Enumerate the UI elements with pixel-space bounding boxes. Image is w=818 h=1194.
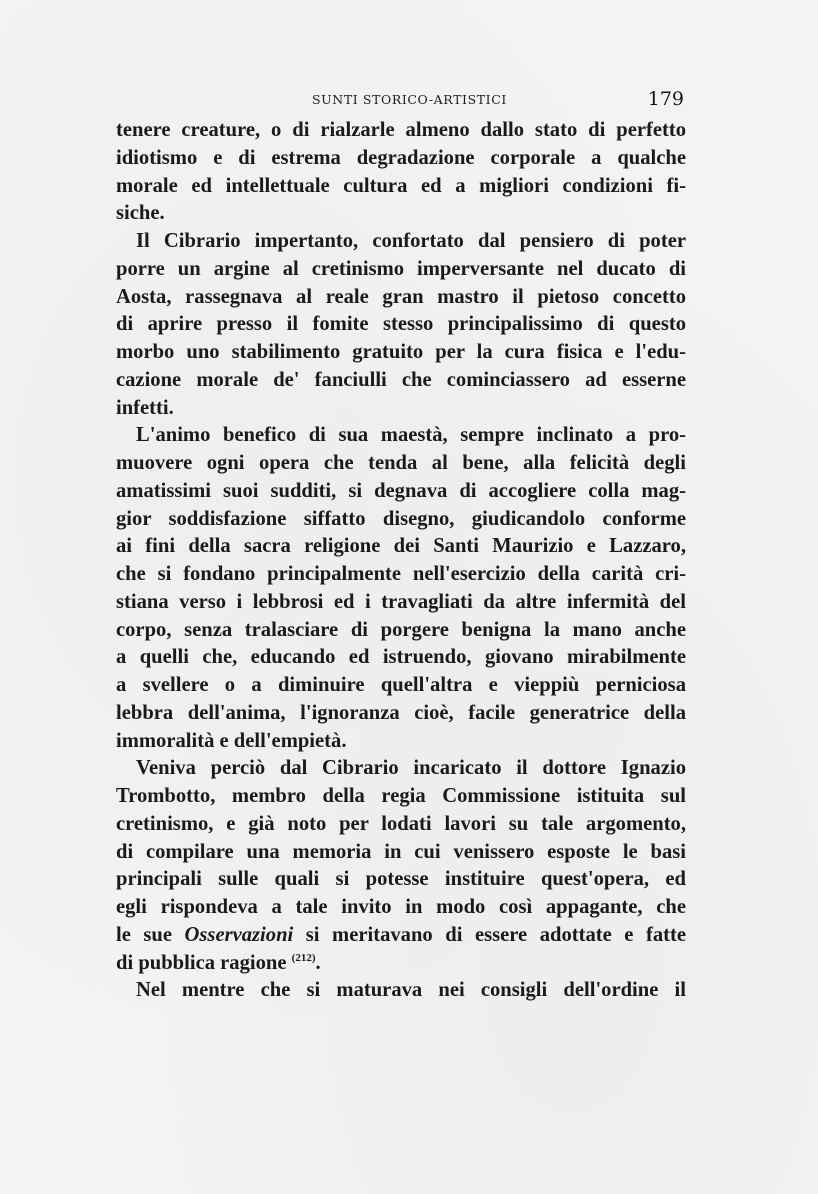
italic-title: Osservazioni — [184, 923, 294, 946]
text-line: muovere ogni opera che tenda al bene, alla felicità degli — [116, 452, 686, 474]
paragraph-start-line: Il Cibrario impertanto, confortato dal pensiero di poter — [136, 230, 686, 252]
footnote-reference: (212) — [291, 951, 316, 964]
text-line: tenere creature, o di rialzarle almeno dallo stato di perfetto — [116, 119, 686, 141]
text-line: Aosta, rassegnava al reale gran mastro il pietoso concetto — [116, 285, 686, 308]
text-line: che si fondano principalmente nell'esercizio della carità cri- — [116, 563, 686, 585]
running-title: SUNTI STORICO-ARTISTICI — [312, 92, 507, 107]
text-line: gior soddisfazione siffatto disegno, giudicandolo conforme — [116, 507, 686, 530]
text-line: lebbra dell'anima, l'ignoranza cioè, facile generatrice della — [116, 701, 686, 724]
paragraph-start-line: Nel mentre che si maturava nei consigli dell'ordine il — [136, 979, 686, 1002]
text-fragment: le sue — [116, 923, 185, 946]
text-line: amatissimi suoi sudditi, si degnava di accogliere colla mag- — [116, 479, 686, 502]
text-line: stiana verso i lebbrosi ed i travagliati da altre infermità del — [116, 590, 686, 613]
text-line: immoralità e dell'empietà. — [116, 729, 347, 752]
text-line-with-italic — [116, 922, 686, 950]
text-line: corpo, senza tralasciare di porgere benigna la mano anche — [116, 618, 686, 641]
text-line: a svellere o a diminuire quell'altra e vieppiù perniciosa — [116, 674, 686, 696]
text-line: cazione morale de' fanciulli che cominciassero ad esserne — [116, 368, 686, 391]
text-line: di compilare una memoria in cui venissero esposte le basi — [116, 840, 686, 863]
text-line: infetti. — [116, 396, 174, 419]
running-head — [116, 88, 684, 112]
paragraph-start-line: L'animo benefico di sua maestà, sempre inclinato a pro- — [136, 424, 686, 447]
text-fragment: . — [315, 951, 321, 974]
text-fragment: di pubblica ragione — [116, 951, 292, 974]
text-line: porre un argine al cretinismo imperversante nel ducato di — [116, 257, 686, 280]
text-line: Trombotto, membro della regia Commissione istituita sul — [116, 785, 686, 807]
text-line: morale ed intellettuale cultura ed a migliori condizioni fi- — [116, 174, 686, 197]
text-line: principali sulle quali si potesse instituire quest'opera, ed — [116, 868, 686, 891]
text-line: idiotismo e di estrema degradazione corporale a qualche — [116, 146, 686, 169]
text-line: cretinismo, e già noto per lodati lavori su tale argomento, — [116, 812, 686, 835]
body-text — [116, 117, 686, 1005]
page-number: 179 — [647, 88, 684, 110]
text-line: morbo uno stabilimento gratuito per la cura fisica e l'edu- — [116, 341, 686, 363]
text-line: di aprire presso il fomite stesso principalissimo di questo — [116, 313, 686, 336]
text-line: ai fini della sacra religione dei Santi Maurizio e Lazzaro, — [116, 535, 686, 558]
text-line: egli rispondeva a tale invito in modo così appagante, che — [116, 896, 686, 918]
paragraph-start-line: Veniva perciò dal Cibrario incaricato il dottore Ignazio — [136, 757, 686, 780]
text-line-with-footnote — [116, 950, 686, 978]
text-line: siche. — [116, 202, 165, 225]
text-fragment: si meritavano di essere adottate e fatte — [293, 923, 686, 946]
text-line: a quelli che, educando ed istruendo, giovano mirabilmente — [116, 646, 686, 669]
